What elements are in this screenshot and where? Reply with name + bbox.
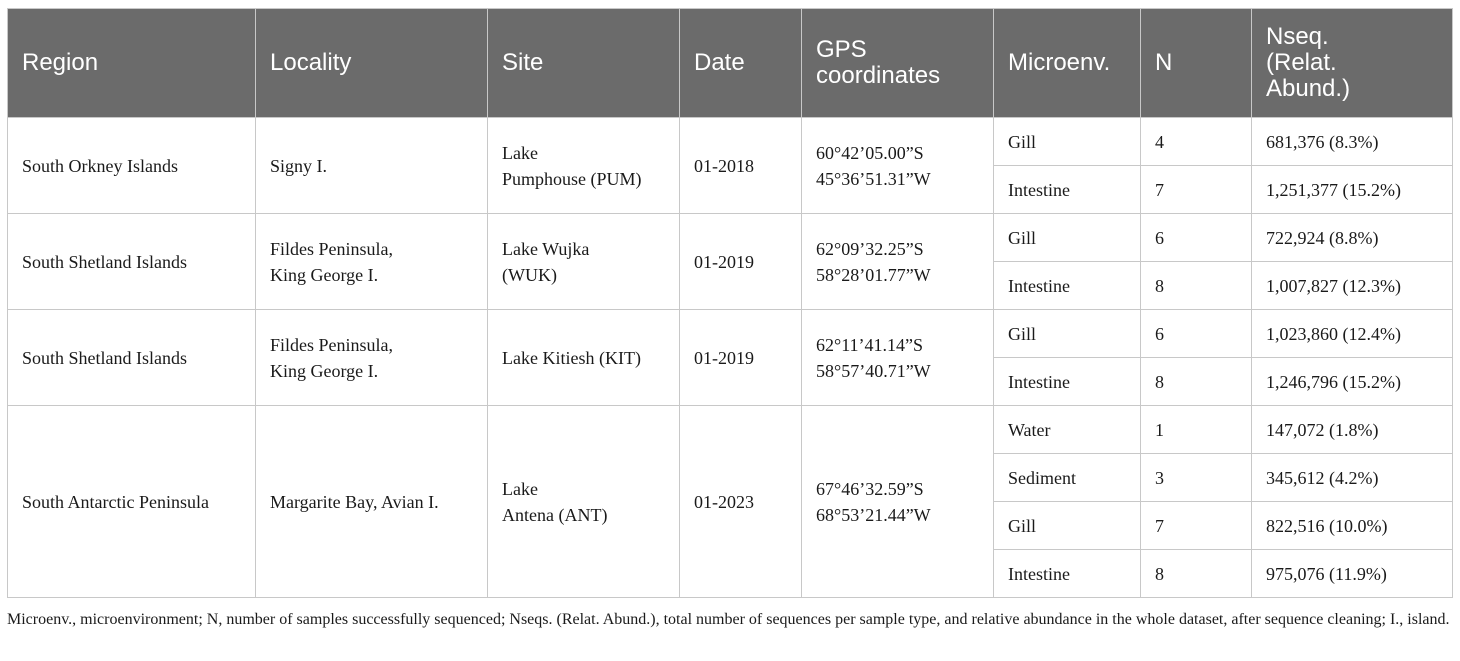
microenv-cell: Gill [994, 502, 1141, 550]
n-cell: 8 [1141, 358, 1252, 406]
gps-cell: 62°11’41.14”S 58°57’40.71”W [802, 310, 994, 406]
table-row [8, 118, 1453, 166]
header-row [8, 9, 1453, 118]
nseq-cell: 1,007,827 (12.3%) [1252, 262, 1453, 310]
header-site: Site [488, 9, 680, 118]
n-cell: 6 [1141, 310, 1252, 358]
gps-cell: 60°42’05.00”S 45°36’51.31”W [802, 118, 994, 214]
date-cell: 01-2018 [680, 118, 802, 214]
site-cell: Lake Kitiesh (KIT) [488, 310, 680, 406]
n-cell: 7 [1141, 502, 1252, 550]
locality-cell: Signy I. [256, 118, 488, 214]
header-nseq: Nseq. (Relat. Abund.) [1252, 9, 1453, 118]
table-container [7, 8, 1452, 598]
header-date: Date [680, 9, 802, 118]
microenv-cell: Sediment [994, 454, 1141, 502]
n-cell: 8 [1141, 550, 1252, 598]
nseq-cell: 722,924 (8.8%) [1252, 214, 1453, 262]
locality-cell: Margarite Bay, Avian I. [256, 406, 488, 598]
region-cell: South Orkney Islands [8, 118, 256, 214]
site-cell: Lake Antena (ANT) [488, 406, 680, 598]
date-cell: 01-2019 [680, 310, 802, 406]
microenv-cell: Intestine [994, 262, 1141, 310]
nseq-cell: 147,072 (1.8%) [1252, 406, 1453, 454]
nseq-cell: 975,076 (11.9%) [1252, 550, 1453, 598]
site-cell: Lake Wujka (WUK) [488, 214, 680, 310]
gps-cell: 67°46’32.59”S 68°53’21.44”W [802, 406, 994, 598]
nseq-cell: 1,251,377 (15.2%) [1252, 166, 1453, 214]
n-cell: 3 [1141, 454, 1252, 502]
table-row [8, 214, 1453, 262]
region-cell: South Antarctic Peninsula [8, 406, 256, 598]
nseq-cell: 1,246,796 (15.2%) [1252, 358, 1453, 406]
data-table [7, 8, 1453, 598]
locality-cell: Fildes Peninsula, King George I. [256, 214, 488, 310]
header-n: N [1141, 9, 1252, 118]
locality-cell: Fildes Peninsula, King George I. [256, 310, 488, 406]
microenv-cell: Gill [994, 214, 1141, 262]
site-cell: Lake Pumphouse (PUM) [488, 118, 680, 214]
header-microenv: Microenv. [994, 9, 1141, 118]
nseq-cell: 822,516 (10.0%) [1252, 502, 1453, 550]
gps-cell: 62°09’32.25”S 58°28’01.77”W [802, 214, 994, 310]
nseq-cell: 1,023,860 (12.4%) [1252, 310, 1453, 358]
region-cell: South Shetland Islands [8, 310, 256, 406]
header-locality: Locality [256, 9, 488, 118]
microenv-cell: Intestine [994, 550, 1141, 598]
microenv-cell: Gill [994, 310, 1141, 358]
n-cell: 8 [1141, 262, 1252, 310]
date-cell: 01-2023 [680, 406, 802, 598]
n-cell: 6 [1141, 214, 1252, 262]
microenv-cell: Gill [994, 118, 1141, 166]
nseq-cell: 681,376 (8.3%) [1252, 118, 1453, 166]
n-cell: 4 [1141, 118, 1252, 166]
microenv-cell: Water [994, 406, 1141, 454]
region-cell: South Shetland Islands [8, 214, 256, 310]
table-row [8, 310, 1453, 358]
header-region: Region [8, 9, 256, 118]
microenv-cell: Intestine [994, 358, 1141, 406]
table-body [8, 118, 1453, 598]
n-cell: 7 [1141, 166, 1252, 214]
microenv-cell: Intestine [994, 166, 1141, 214]
nseq-cell: 345,612 (4.2%) [1252, 454, 1453, 502]
header-gps: GPS coordinates [802, 9, 994, 118]
n-cell: 1 [1141, 406, 1252, 454]
table-row [8, 406, 1453, 454]
date-cell: 01-2019 [680, 214, 802, 310]
table-footnote: Microenv., microenvironment; N, number of samples successfully sequenced; Nseqs. (Relat. Abund.), total number of sequences per sample type, and relative abundance in the whole dataset, after sequence cleaning; I., island. [7, 611, 1450, 628]
